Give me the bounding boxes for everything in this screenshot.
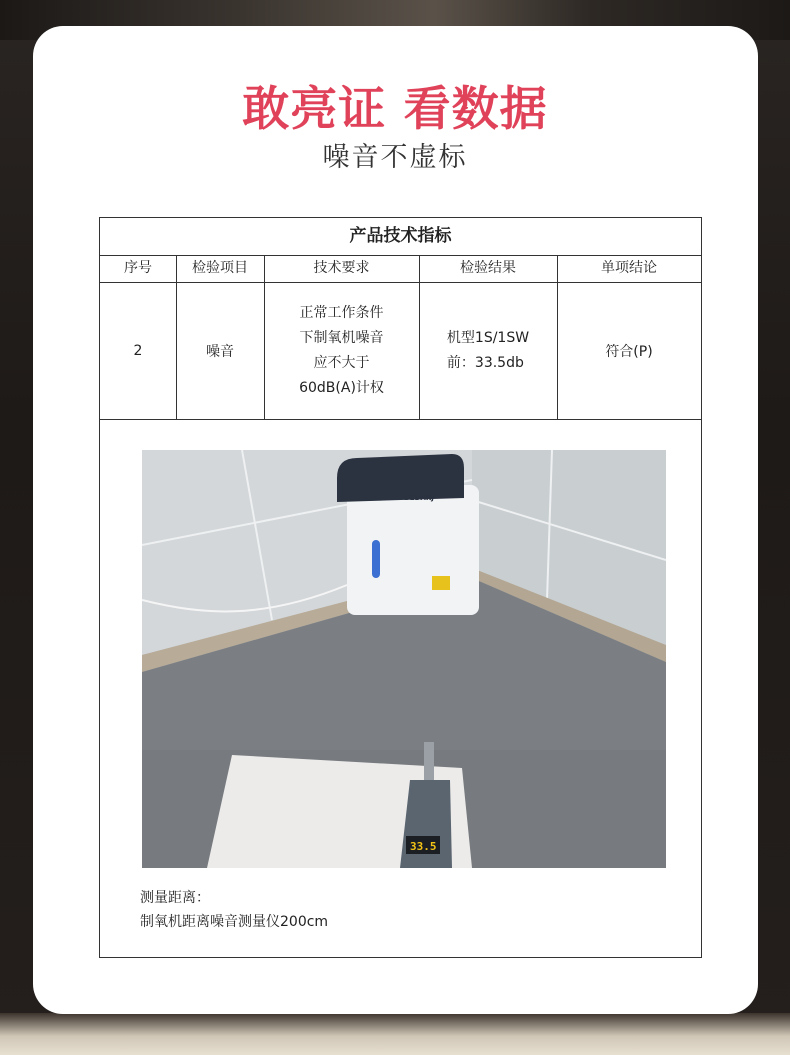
headline: 敢亮证 看数据 xyxy=(242,82,548,137)
result-line: 前：33.5db xyxy=(446,355,524,371)
row-divider xyxy=(100,419,701,420)
cell-result xyxy=(419,283,557,419)
meter-mic xyxy=(424,742,434,782)
caption-line: 制氧机距离噪音测量仪200cm xyxy=(140,914,329,930)
cell-conclusion xyxy=(557,283,701,419)
warning-label xyxy=(432,576,450,590)
requirement-line: 应不大于 xyxy=(313,355,370,371)
header-seq: 序号 xyxy=(100,255,176,283)
requirement-line: 下制氧机噪音 xyxy=(299,330,384,346)
header-requirement: 技术要求 xyxy=(264,255,419,283)
item-value: 噪音 xyxy=(206,344,234,360)
test-photo xyxy=(142,450,666,868)
header-item: 检验项目 xyxy=(176,255,264,283)
cell-seq xyxy=(100,283,176,419)
spec-table xyxy=(99,217,702,958)
background-bottom xyxy=(0,1013,790,1055)
concentrator-body xyxy=(347,485,479,615)
header-conclusion: 单项结论 xyxy=(557,255,701,283)
flow-indicator xyxy=(372,540,380,578)
requirement-line: 60dB(A)计权 xyxy=(299,380,384,396)
measurement-caption xyxy=(140,886,328,934)
table-title: 产品技术指标 xyxy=(100,218,701,256)
conclusion-value: 符合(P) xyxy=(605,344,653,360)
cell-requirement xyxy=(264,283,419,419)
requirement-line: 正常工作条件 xyxy=(299,305,384,321)
result-line: 机型1S/1SW xyxy=(446,330,530,346)
caption-line: 测量距离： xyxy=(140,890,210,906)
concentrator-top xyxy=(337,454,464,502)
device-brand: DEDAKJ xyxy=(404,494,434,502)
cell-item xyxy=(176,283,264,419)
meter-reading: 33.5 xyxy=(410,840,437,853)
seq-value: 2 xyxy=(133,343,143,359)
subheadline: 噪音不虚标 xyxy=(322,142,468,173)
header-result: 检验结果 xyxy=(419,255,557,283)
